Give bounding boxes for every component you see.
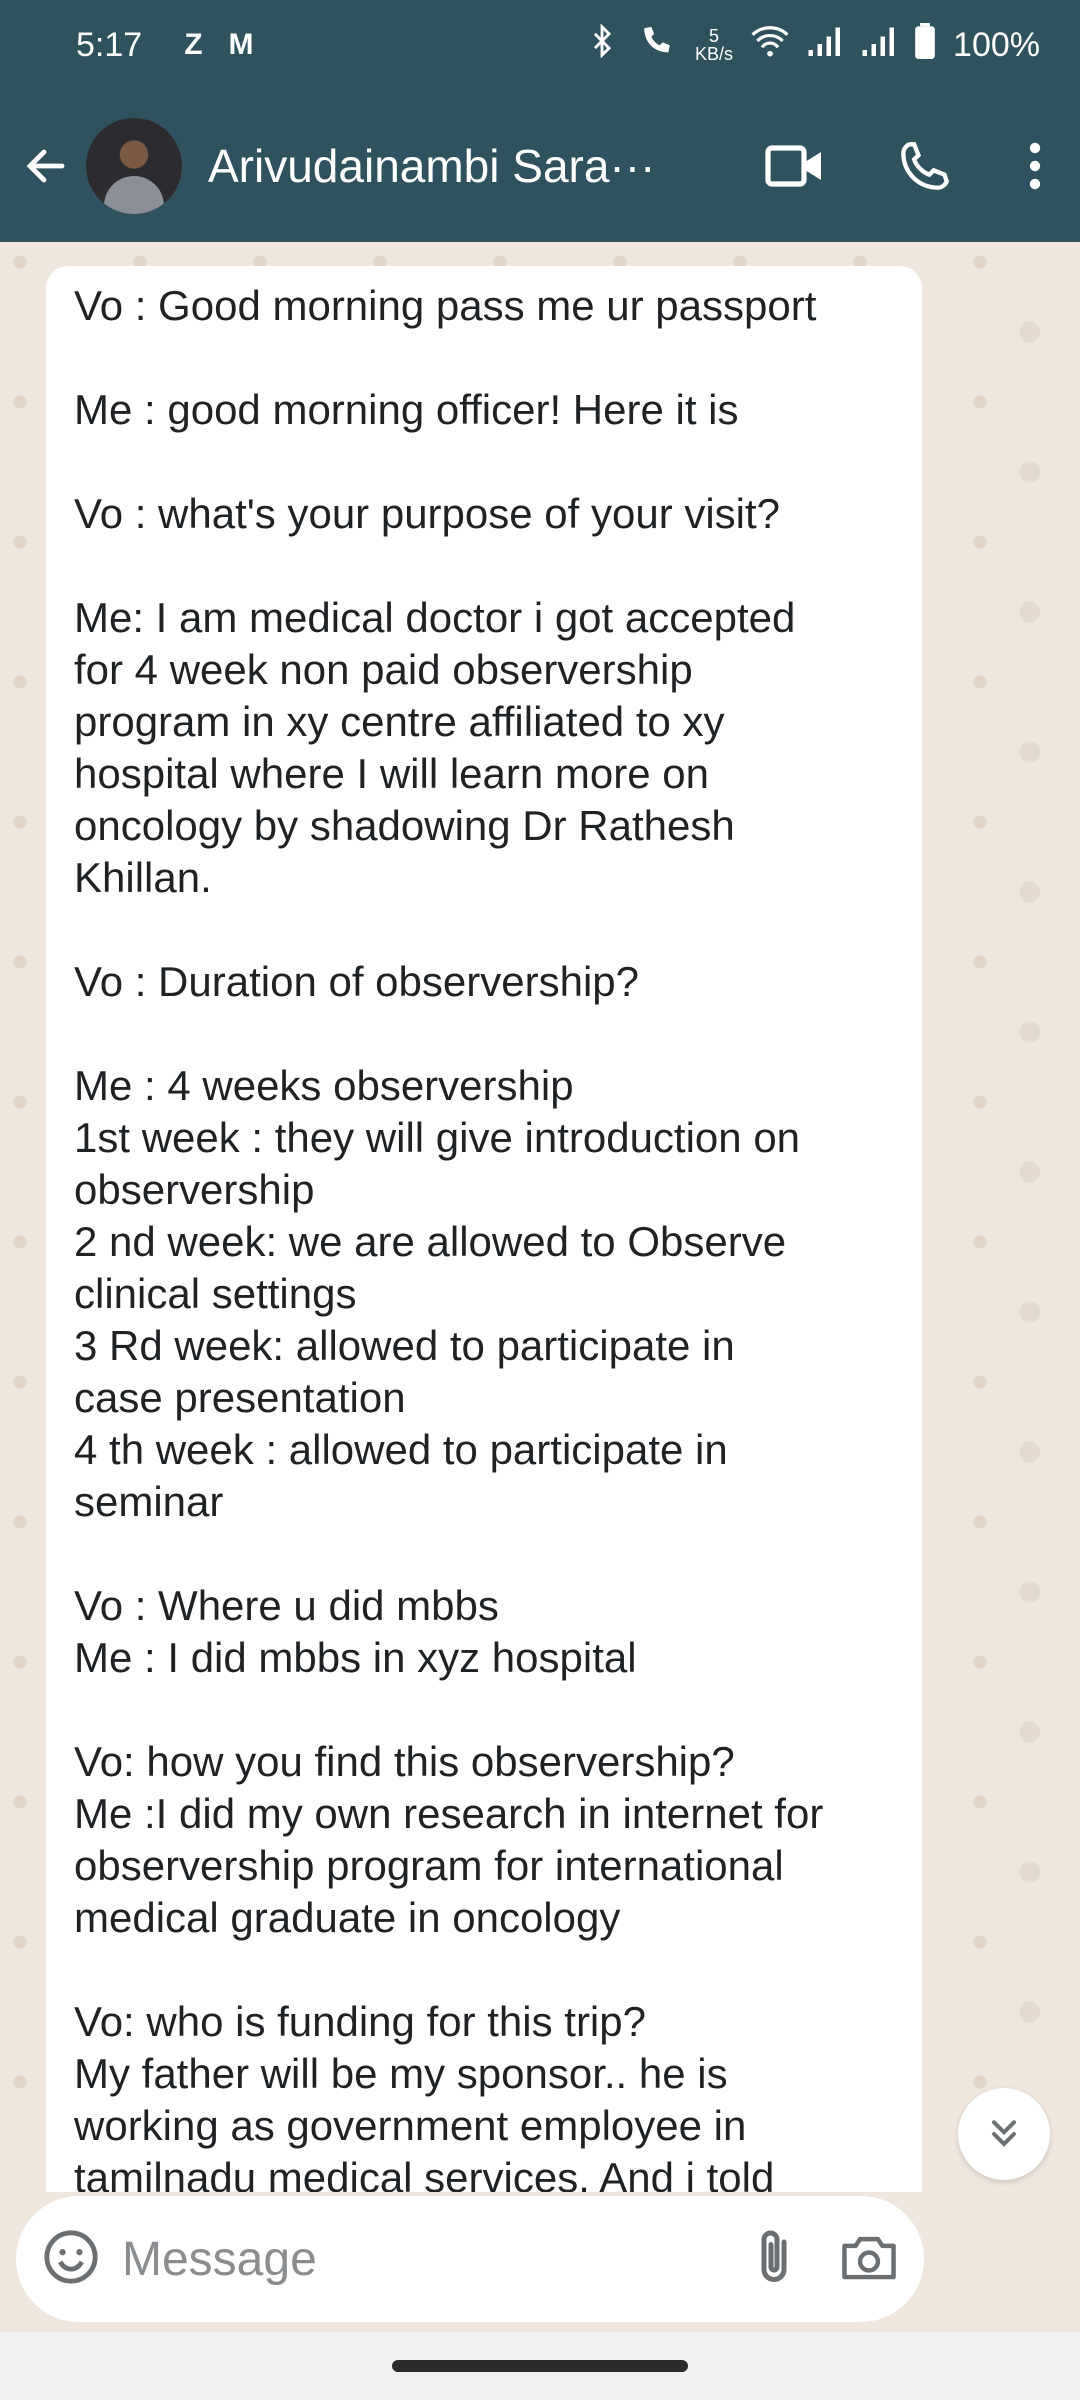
message-line: Vo : what's your purpose of your visit? xyxy=(74,490,781,537)
message-line: Vo: who is funding for this trip? xyxy=(74,1998,646,2045)
message-line: observership program for international xyxy=(74,1842,784,1889)
message-line: Me : 4 weeks observership xyxy=(74,1062,574,1109)
attach-icon[interactable] xyxy=(752,2227,796,2292)
emoji-icon[interactable] xyxy=(42,2228,100,2291)
vo-wifi-call-icon xyxy=(637,24,677,67)
battery-icon xyxy=(915,23,935,68)
message-line: My father will be my sponsor.. he is xyxy=(74,2050,728,2097)
video-call-button[interactable] xyxy=(730,90,860,242)
message-input[interactable] xyxy=(122,2232,682,2287)
message-line: Me: I am medical doctor i got accepted xyxy=(74,594,796,641)
voice-call-icon xyxy=(899,140,951,192)
back-button[interactable] xyxy=(10,90,82,242)
more-options-button[interactable] xyxy=(990,90,1080,242)
message-line: oncology by shadowing Dr Rathesh xyxy=(74,802,735,849)
message-line: Me : I did mbbs in xyz hospital xyxy=(74,1634,637,1681)
arrow-left-icon xyxy=(22,142,70,190)
message-line: seminar xyxy=(74,1478,224,1525)
network-speed: 5 KB/s xyxy=(695,26,734,64)
signal-icon xyxy=(807,25,843,66)
bluetooth-icon xyxy=(585,24,619,67)
message-line-gap xyxy=(74,540,894,592)
message-line: Vo : Good morning pass me ur passport xyxy=(74,282,817,329)
message-line: 3 Rd week: allowed to participate in xyxy=(74,1322,735,1369)
message-line-gap xyxy=(74,1684,894,1736)
system-navigation-bar xyxy=(0,2332,1080,2400)
header-area xyxy=(0,0,1080,242)
status-time: 5:17 xyxy=(76,25,143,64)
chat-message-area[interactable] xyxy=(0,242,1080,2192)
message-line: medical graduate in oncology xyxy=(74,1894,621,1941)
message-line: for 4 week non paid observership xyxy=(74,646,693,693)
message-composer[interactable] xyxy=(16,2196,924,2322)
message-line: Vo : Duration of observership? xyxy=(74,958,639,1005)
message-line: tamilnadu medical services. And i told xyxy=(74,2154,775,2192)
battery-percentage: 100% xyxy=(953,25,1040,64)
more-options-icon xyxy=(1028,142,1042,190)
message-line: observership xyxy=(74,1166,315,1213)
contact-avatar[interactable] xyxy=(86,118,182,214)
double-chevron-down-icon xyxy=(984,2114,1024,2154)
scroll-to-bottom-button[interactable] xyxy=(958,2088,1050,2180)
signal-icon xyxy=(861,25,897,66)
contact-name[interactable]: Arivudainambi Sara··· xyxy=(208,140,656,192)
home-indicator[interactable] xyxy=(392,2360,688,2372)
message-line: 4 th week : allowed to participate in xyxy=(74,1426,728,1473)
message-line: 1st week : they will give introduction on xyxy=(74,1114,801,1161)
message-line: Me :I did my own research in internet for xyxy=(74,1790,824,1837)
message-line-gap xyxy=(74,1008,894,1060)
message-line: 2 nd week: we are allowed to Observe xyxy=(74,1218,787,1265)
message-line-gap xyxy=(74,1944,894,1996)
notification-app-icon: Z xyxy=(184,28,203,61)
message-line: Khillan. xyxy=(74,854,212,901)
message-line: case presentation xyxy=(74,1374,406,1421)
chat-app-bar xyxy=(0,90,1080,242)
message-line-gap xyxy=(74,904,894,956)
message-line: Me : good morning officer! Here it is xyxy=(74,386,739,433)
message-line-gap xyxy=(74,436,894,488)
camera-icon[interactable] xyxy=(840,2231,898,2288)
message-line: working as government employee in xyxy=(74,2102,747,2149)
status-bar xyxy=(0,0,1080,90)
message-line: Vo : Where u did mbbs xyxy=(74,1582,499,1629)
message-line: Vo: how you find this observership? xyxy=(74,1738,735,1785)
message-line-gap xyxy=(74,332,894,384)
message-line: clinical settings xyxy=(74,1270,357,1317)
message-line-gap xyxy=(74,1528,894,1580)
message-line: program in xy centre affiliated to xy xyxy=(74,698,725,745)
wifi-icon xyxy=(751,25,789,66)
input-bar xyxy=(0,2192,1080,2332)
message-bubble[interactable] xyxy=(46,266,922,2192)
voice-call-button[interactable] xyxy=(860,90,990,242)
video-call-icon xyxy=(765,143,825,189)
message-line: hospital where I will learn more on xyxy=(74,750,709,797)
notification-app-icon: M xyxy=(228,28,254,61)
